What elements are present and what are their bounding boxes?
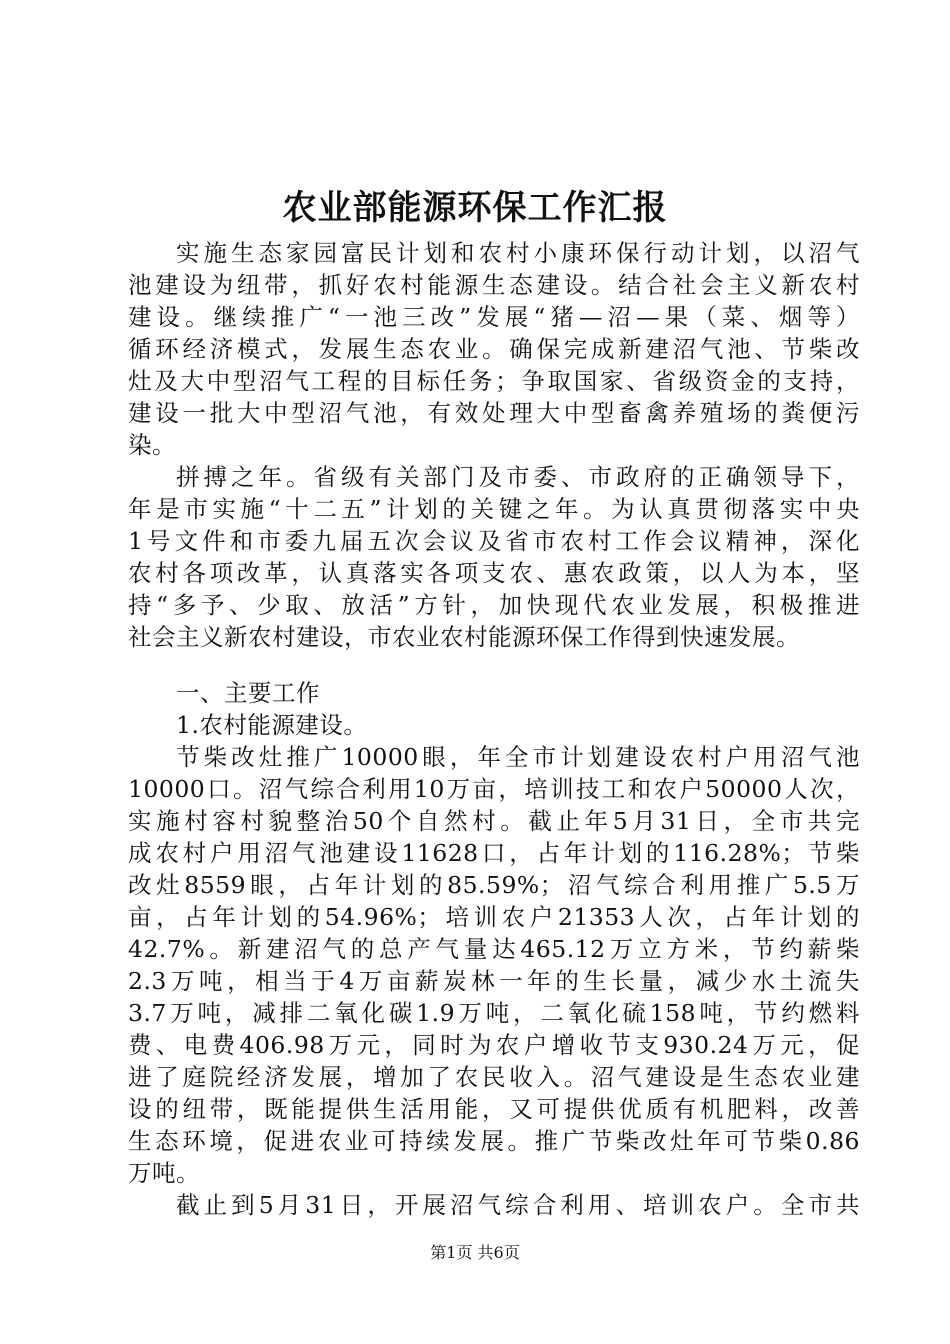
paragraph-3-line: 设的纽带，既能提供生活用能，又可提供优质有机肥料，改善 bbox=[128, 1095, 860, 1123]
paragraph-3-line: 10000口。沼气综合利用10万亩，培训技工和农户50000人次， bbox=[128, 775, 860, 803]
paragraph-3-line: 实施村容村貌整治50个自然村。截止年5月31日，全市共完 bbox=[128, 807, 860, 835]
paragraph-1-line: 建设。继续推广“一池三改”发展“猪—沼—果（菜、烟等） bbox=[128, 303, 860, 331]
page-footer: 第1页 共6页 bbox=[430, 1243, 520, 1262]
paragraph-2-line: 持“多予、少取、放活”方针，加快现代农业发展，积极推进 bbox=[128, 591, 860, 619]
subsection-heading: 1.农村能源建设。 bbox=[176, 711, 368, 739]
document-body bbox=[128, 237, 860, 1221]
paragraph-3-line: 生态环境，促进农业可持续发展。推广节柴改灶年可节柴0.86 bbox=[128, 1127, 860, 1155]
paragraph-2-line: 年是市实施“十二五”计划的关键之年。为认真贯彻落实中央 bbox=[128, 495, 860, 523]
paragraph-gap bbox=[128, 653, 860, 677]
paragraph-4-line: 截止到5月31日，开展沼气综合利用、培训农户。全市共 bbox=[176, 1191, 860, 1219]
paragraph-2-line: 1号文件和市委九届五次会议及省市农村工作会议精神，深化 bbox=[128, 527, 860, 555]
paragraph-3-line: 3.7万吨，减排二氧化碳1.9万吨，二氧化硫158吨，节约燃料 bbox=[128, 999, 860, 1027]
paragraph-3-line: 成农村户用沼气池建设11628口，占年计划的116.28%；节柴 bbox=[128, 839, 860, 867]
paragraph-1-line: 实施生态家园富民计划和农村小康环保行动计划，以沼气 bbox=[176, 239, 860, 267]
paragraph-3-line: 42.7%。新建沼气的总产气量达465.12万立方米，节约薪柴 bbox=[128, 935, 860, 963]
paragraph-3-line: 2.3万吨，相当于4万亩薪炭林一年的生长量，减少水土流失 bbox=[128, 967, 860, 995]
paragraph-3-line: 亩，占年计划的54.96%；培训农户21353人次，占年计划的 bbox=[128, 903, 860, 931]
paragraph-3-line: 改灶8559眼，占年计划的85.59%；沼气综合利用推广5.5万 bbox=[128, 871, 860, 899]
paragraph-3-line: 费、电费406.98万元，同时为农户增收节支930.24万元，促 bbox=[128, 1031, 860, 1059]
paragraph-3-line: 进了庭院经济发展，增加了农民收入。沼气建设是生态农业建 bbox=[128, 1063, 860, 1091]
paragraph-1-line: 循环经济模式，发展生态农业。确保完成新建沼气池、节柴改 bbox=[128, 335, 860, 363]
paragraph-1-line: 池建设为纽带，抓好农村能源生态建设。结合社会主义新农村 bbox=[128, 271, 860, 299]
paragraph-1-line: 灶及大中型沼气工程的目标任务；争取国家、省级资金的支持， bbox=[128, 367, 860, 395]
paragraph-1-line: 染。 bbox=[128, 431, 176, 459]
paragraph-2-line: 社会主义新农村建设，市农业农村能源环保工作得到快速发展。 bbox=[128, 623, 800, 651]
paragraph-2-line: 拼搏之年。省级有关部门及市委、市政府的正确领导下， bbox=[176, 463, 860, 491]
paragraph-2-line: 农村各项改革，认真落实各项支农、惠农政策，以人为本，坚 bbox=[128, 559, 860, 587]
paragraph-1-line: 建设一批大中型沼气池，有效处理大中型畜禽养殖场的粪便污 bbox=[128, 399, 860, 427]
paragraph-3-line: 节柴改灶推广10000眼，年全市计划建设农村户用沼气池 bbox=[176, 743, 860, 771]
section-heading: 一、主要工作 bbox=[176, 679, 320, 707]
paragraph-3-line: 万吨。 bbox=[128, 1159, 200, 1187]
document-title: 农业部能源环保工作汇报 bbox=[282, 188, 668, 228]
